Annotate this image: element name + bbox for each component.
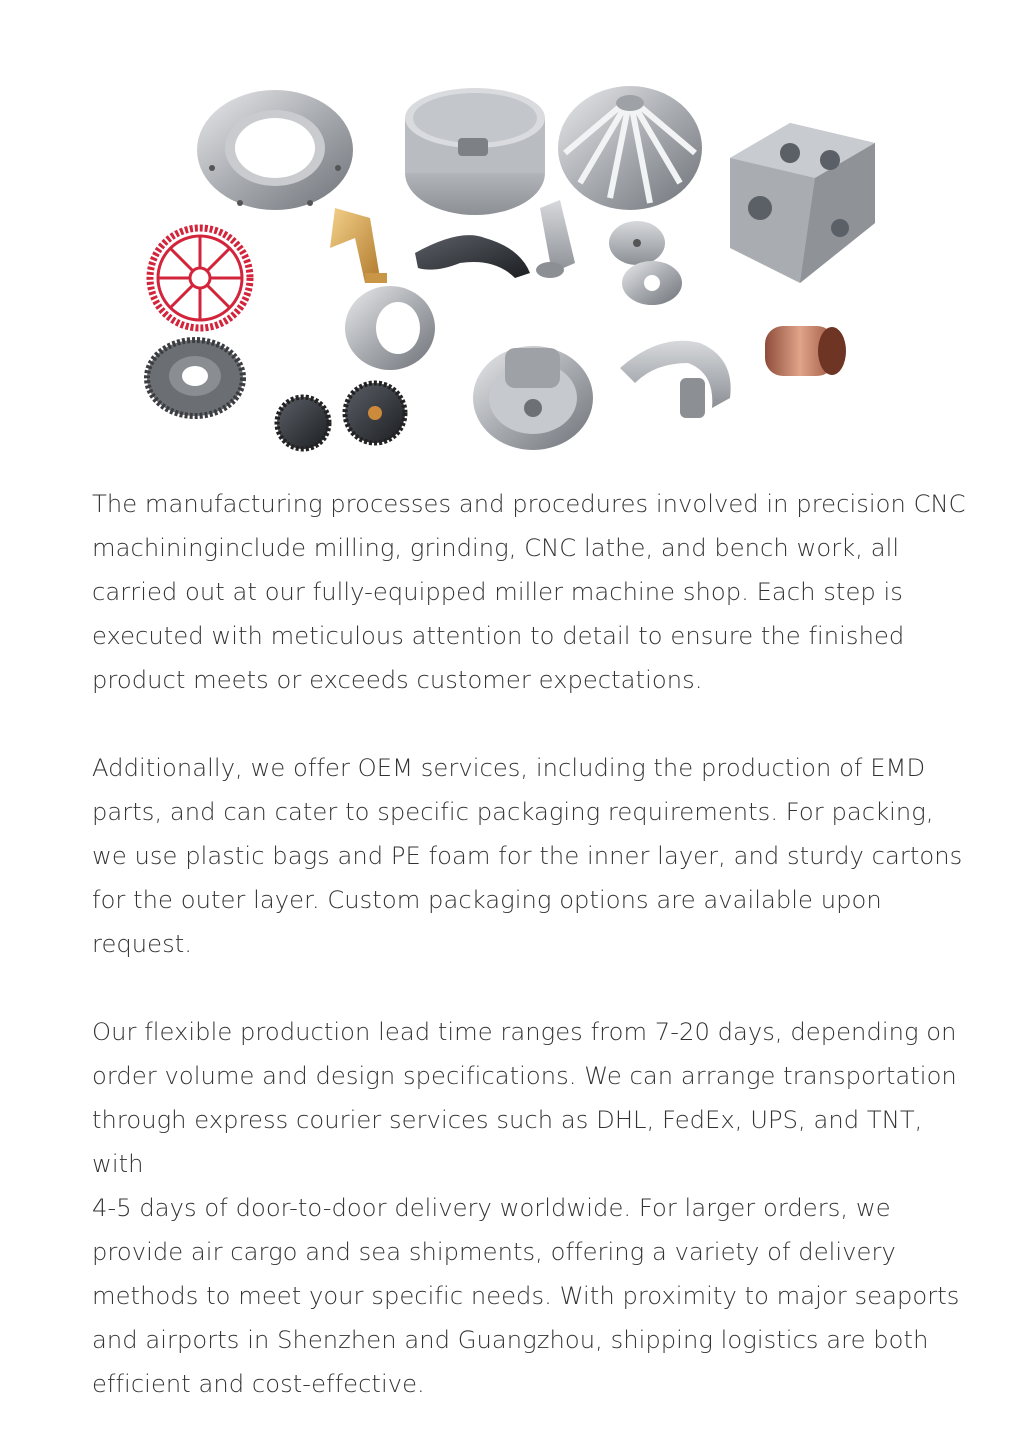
text-line: product meets or exceeds customer expectations. — [92, 666, 703, 694]
text-line: carried out at our fully-equipped miller machine shop. Each step is — [92, 578, 903, 606]
black-gears-icon — [277, 383, 405, 449]
cnc-parts-collage — [140, 78, 880, 468]
text-line: methods to meet your specific needs. With proximity to major seaports — [92, 1282, 960, 1310]
body-text — [92, 482, 972, 1406]
spur-gear-icon — [147, 340, 243, 416]
flange-ring-icon — [197, 90, 353, 210]
text-line: through express courier services such as DHL, FedEx, UPS, and TNT, with — [92, 1106, 923, 1178]
text-line: machininginclude milling, grinding, CNC lathe, and bench work, all — [92, 534, 900, 562]
text-line: executed with meticulous attention to detail to ensure the finished — [92, 622, 905, 650]
paragraph-oem-packaging — [92, 746, 972, 966]
paragraph-manufacturing — [92, 482, 972, 702]
impeller-icon — [558, 86, 702, 210]
text-line: efficient and cost-effective. — [92, 1370, 425, 1398]
splined-shaft-icon — [536, 200, 575, 278]
manifold-block-icon — [730, 123, 875, 283]
text-line: 4-5 days of door-to-door delivery worldwide. For larger orders, we — [92, 1194, 891, 1222]
text-line: The manufacturing processes and procedures involved in precision CNC — [92, 490, 966, 518]
text-line: order volume and design specifications. We can arrange transportation — [92, 1062, 957, 1090]
text-line: and airports in Shenzhen and Guangzhou, shipping logistics are both — [92, 1326, 929, 1354]
machined-cylinder-cap-icon — [405, 88, 545, 215]
text-line: Additionally, we offer OEM services, including the production of EMD — [92, 754, 926, 782]
round-plates-icon — [609, 221, 682, 305]
paragraph-lead-time-shipping — [92, 1010, 972, 1406]
copper-sleeve-icon — [765, 326, 846, 376]
machined-housing-icon — [473, 346, 593, 450]
text-line: parts, and can cater to specific packaging requirements. For packing, — [92, 798, 934, 826]
text-line: request. — [92, 930, 193, 958]
text-line: provide air cargo and sea shipments, offering a variety of delivery — [92, 1238, 896, 1266]
curved-bracket-icon — [620, 341, 731, 418]
text-line: Our flexible production lead time ranges from 7-20 days, depending on — [92, 1018, 957, 1046]
text-line: for the outer layer. Custom packaging options are available upon — [92, 886, 882, 914]
brass-bracket-icon — [330, 208, 387, 283]
red-sprocket-icon — [150, 228, 250, 328]
bored-disc-icon — [345, 286, 435, 370]
text-line: we use plastic bags and PE foam for the inner layer, and sturdy cartons — [92, 842, 963, 870]
black-arm-part-icon — [415, 235, 530, 278]
